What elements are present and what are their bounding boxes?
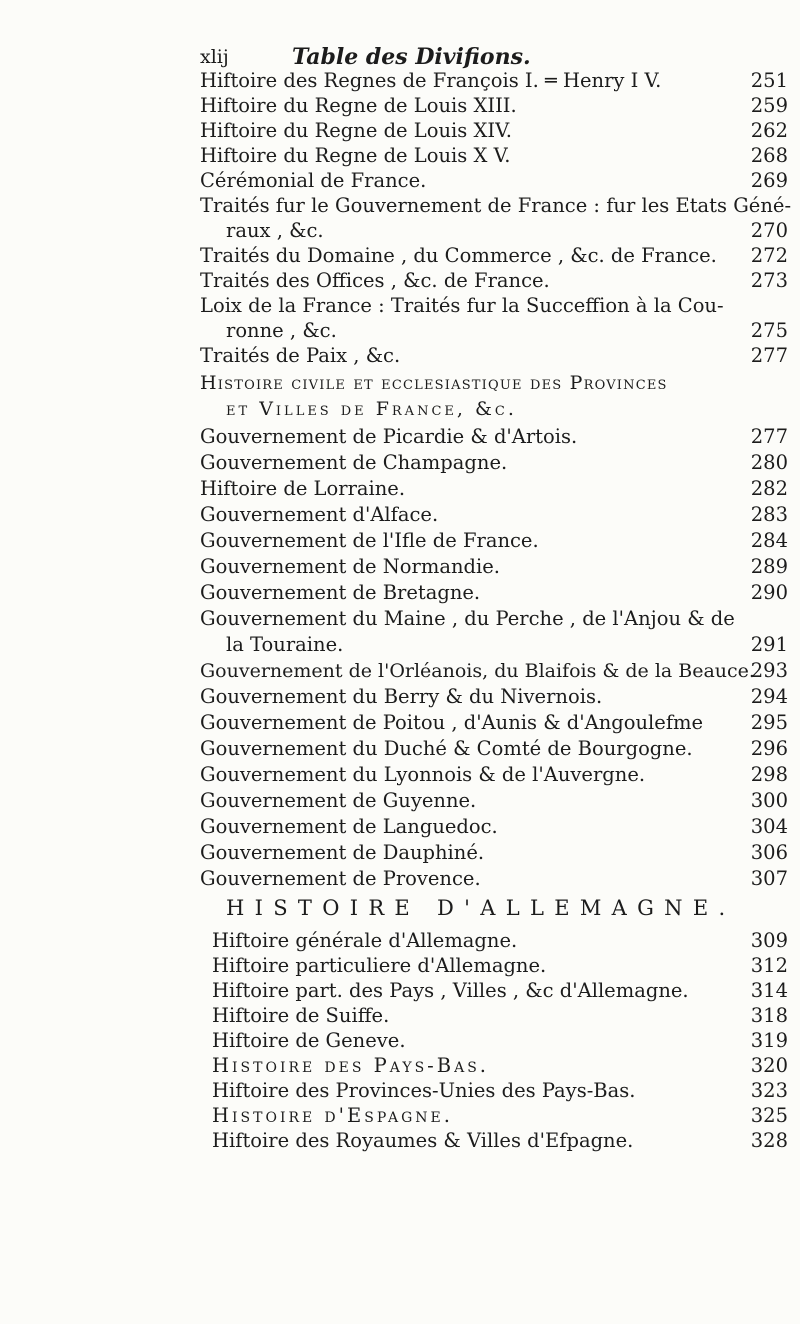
section-heading-allemagne: HISTOIRE D'ALLEMAGNE. <box>226 896 736 920</box>
toc-entry: Gouvernement du Berry & du Nivernois. 294 <box>200 685 788 708</box>
toc-entry: Hiftoire du Regne de Louis XIII. 259 <box>200 94 788 117</box>
toc-entry: Gouvernement de Poitou , d'Aunis & d'Angoulefme 295 <box>200 711 788 734</box>
toc-entry-continuation: la Touraine. 291 <box>226 633 788 656</box>
toc-entry-continuation: ronne , &c. 275 <box>226 319 788 342</box>
toc-subsection-heading: Histoire d'Espagne. 325 <box>212 1104 788 1127</box>
toc-entry: Gouvernement de Guyenne. 300 <box>200 789 788 812</box>
toc-entry: Gouvernement de l'Ifle de France. 284 <box>200 529 788 552</box>
toc-entry: Traités des Offices , &c. de France. 273 <box>200 269 788 292</box>
toc-entry: Hiftoire part. des Pays , Villes , &c d'Allemagne. 314 <box>212 979 788 1002</box>
section-heading-provinces: Histoire civile et ecclesiastique des Provinces <box>200 372 668 394</box>
toc-entry: Gouvernement de Languedoc. 304 <box>200 815 788 838</box>
toc-entry: Gouvernement du Duché & Comté de Bourgogne. 296 <box>200 737 788 760</box>
page-number: xlij <box>200 46 229 68</box>
toc-entry: Traités fur le Gouvernement de France : fur les Etats Géné- <box>200 194 792 217</box>
toc-entry: Gouvernement de Champagne. 280 <box>200 451 788 474</box>
toc-entry: Traités de Paix , &c. 277 <box>200 344 788 367</box>
toc-subsection-heading: Histoire des Pays-Bas. 320 <box>212 1054 788 1077</box>
toc-entry-continuation: raux , &c. 270 <box>226 219 788 242</box>
toc-entry: Hiftoire de Lorraine. 282 <box>200 477 788 500</box>
toc-entry: Gouvernement de l'Orléanois, du Blaifois & de la Beauce. 293 <box>200 659 788 682</box>
toc-entry: Gouvernement de Normandie. 289 <box>200 555 788 578</box>
toc-entry: Gouvernement du Maine , du Perche , de l'Anjou & de <box>200 607 735 630</box>
toc-entry: Gouvernement du Lyonnois & de l'Auvergne. 298 <box>200 763 788 786</box>
section-heading-provinces-cont: et Villes de France, &c. <box>226 398 517 420</box>
toc-entry: Cérémonial de France. 269 <box>200 169 788 192</box>
toc-entry: Hiftoire générale d'Allemagne. 309 <box>212 929 788 952</box>
toc-entry: Hiftoire particuliere d'Allemagne. 312 <box>212 954 788 977</box>
toc-entry: Hiftoire de Geneve. 319 <box>212 1029 788 1052</box>
toc-entry: Hiftoire du Regne de Louis XIV. 262 <box>200 119 788 142</box>
toc-entry: Hiftoire des Royaumes & Villes d'Efpagne. 328 <box>212 1129 788 1152</box>
running-title: Table des Divifions. <box>292 44 531 70</box>
toc-entry: Gouvernement de Bretagne. 290 <box>200 581 788 604</box>
toc-entry: Hiftoire de Suiffe. 318 <box>212 1004 788 1027</box>
toc-entry: Hiftoire du Regne de Louis X V. 268 <box>200 144 788 167</box>
toc-entry: Loix de la France : Traités fur la Succeffion à la Cou- <box>200 294 724 317</box>
toc-entry: Hiftoire des Provinces-Unies des Pays-Bas. 323 <box>212 1079 788 1102</box>
toc-entry: Traités du Domaine , du Commerce , &c. de France. 272 <box>200 244 788 267</box>
toc-entry: Gouvernement d'Alface. 283 <box>200 503 788 526</box>
toc-entry: Hiftoire des Regnes de François I. ═ Henry I V. 251 <box>200 69 788 92</box>
toc-entry: Gouvernement de Provence. 307 <box>200 867 788 890</box>
toc-entry: Gouvernement de Dauphiné. 306 <box>200 841 788 864</box>
toc-entry: Gouvernement de Picardie & d'Artois. 277 <box>200 425 788 448</box>
